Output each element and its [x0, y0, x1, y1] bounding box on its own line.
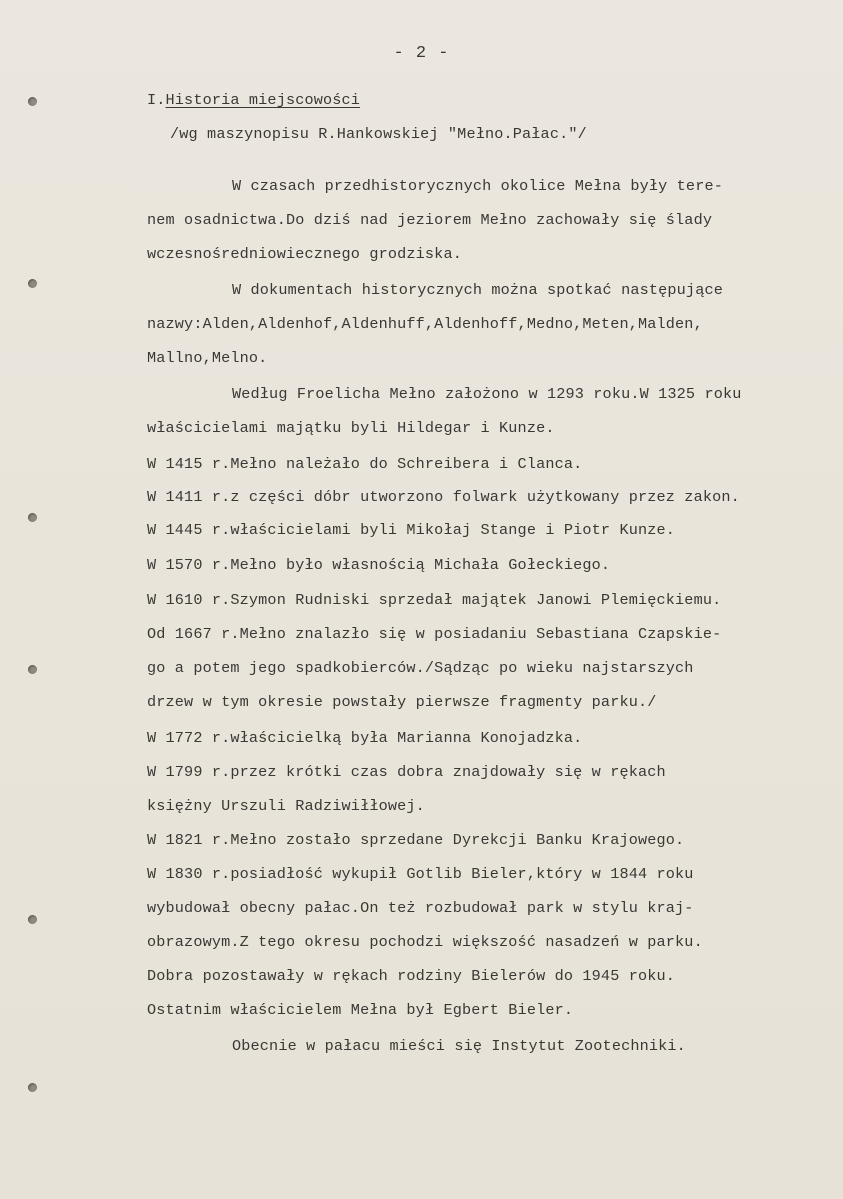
paragraph-1-line: nem osadnictwa.Do dziś nad jeziorem Mełno zachowały się ślady: [147, 211, 713, 229]
paragraph-3-line: wybudował obecny pałac.On też rozbudował park w stylu kraj-: [147, 899, 694, 917]
punch-hole-icon: [28, 915, 37, 924]
paragraph-3-line: obrazowym.Z tego okresu pochodzi większość nasadzeń w parku.: [147, 933, 703, 951]
punch-hole-icon: [28, 97, 37, 106]
section-heading-prefix: I.: [147, 91, 166, 109]
paragraph-3-line: W 1411 r.z części dóbr utworzono folwark użytkowany przez zakon.: [147, 488, 740, 506]
paragraph-3-line: W 1772 r.właścicielką była Marianna Konojadzka.: [147, 729, 583, 747]
paragraph-3-line: W 1799 r.przez krótki czas dobra znajdowały się w rękach: [147, 763, 666, 781]
punch-hole-icon: [28, 1083, 37, 1092]
paragraph-3-line: właścicielami majątku byli Hildegar i Kunze.: [147, 419, 555, 437]
paragraph-3-line: W 1415 r.Mełno należało do Schreibera i Clanca.: [147, 455, 583, 473]
paragraph-3-line: W 1821 r.Mełno zostało sprzedane Dyrekcji Banku Krajowego.: [147, 831, 685, 849]
section-heading: [147, 90, 360, 110]
paragraph-3-line: W 1445 r.właścicielami byli Mikołaj Stange i Piotr Kunze.: [147, 521, 676, 539]
punch-hole-icon: [28, 279, 37, 288]
paragraph-3-line: W 1610 r.Szymon Rudniski sprzedał majątek Janowi Plemięckiemu.: [147, 591, 722, 609]
paragraph-2-line: Mallno,Melno.: [147, 349, 268, 367]
paragraph-3-line: go a potem jego spadkobierców./Sądząc po wieku najstarszych: [147, 659, 694, 677]
paragraph-3-line: Dobra pozostawały w rękach rodziny Bielerów do 1945 roku.: [147, 967, 676, 985]
paragraph-3-line: W 1830 r.posiadłość wykupił Gotlib Bieler,który w 1844 roku: [147, 865, 694, 883]
punch-hole-icon: [28, 665, 37, 674]
punch-hole-icon: [28, 513, 37, 522]
paragraph-2-line: W dokumentach historycznych można spotkać następujące: [232, 281, 723, 299]
paragraph-3-line: W 1570 r.Mełno było własnością Michała Gołeckiego.: [147, 556, 611, 574]
paragraph-2-line: nazwy:Alden,Aldenhof,Aldenhuff,Aldenhoff,Medno,Meten,Malden,: [147, 315, 703, 333]
page-number: - 2 -: [393, 44, 450, 63]
paragraph-3-line: drzew w tym okresie powstały pierwsze fragmenty parku./: [147, 693, 657, 711]
paragraph-1-line: W czasach przedhistorycznych okolice Mełna były tere-: [232, 177, 723, 195]
paragraph-1-line: wczesnośredniowiecznego grodziska.: [147, 245, 462, 263]
source-note: /wg maszynopisu R.Hankowskiej "Mełno.Pałac."/: [170, 125, 587, 143]
paragraph-4-line: Obecnie w pałacu mieści się Instytut Zootechniki.: [232, 1037, 686, 1055]
paragraph-3-line: Od 1667 r.Mełno znalazło się w posiadaniu Sebastiana Czapskie-: [147, 625, 722, 643]
paragraph-3-line: Według Froelicha Mełno założono w 1293 roku.W 1325 roku: [232, 385, 742, 403]
section-heading-title: Historia miejscowości: [165, 91, 361, 109]
paragraph-3-line: księżny Urszuli Radziwiłłowej.: [147, 797, 425, 815]
paragraph-3-line: Ostatnim właścicielem Mełna był Egbert Bieler.: [147, 1001, 574, 1019]
